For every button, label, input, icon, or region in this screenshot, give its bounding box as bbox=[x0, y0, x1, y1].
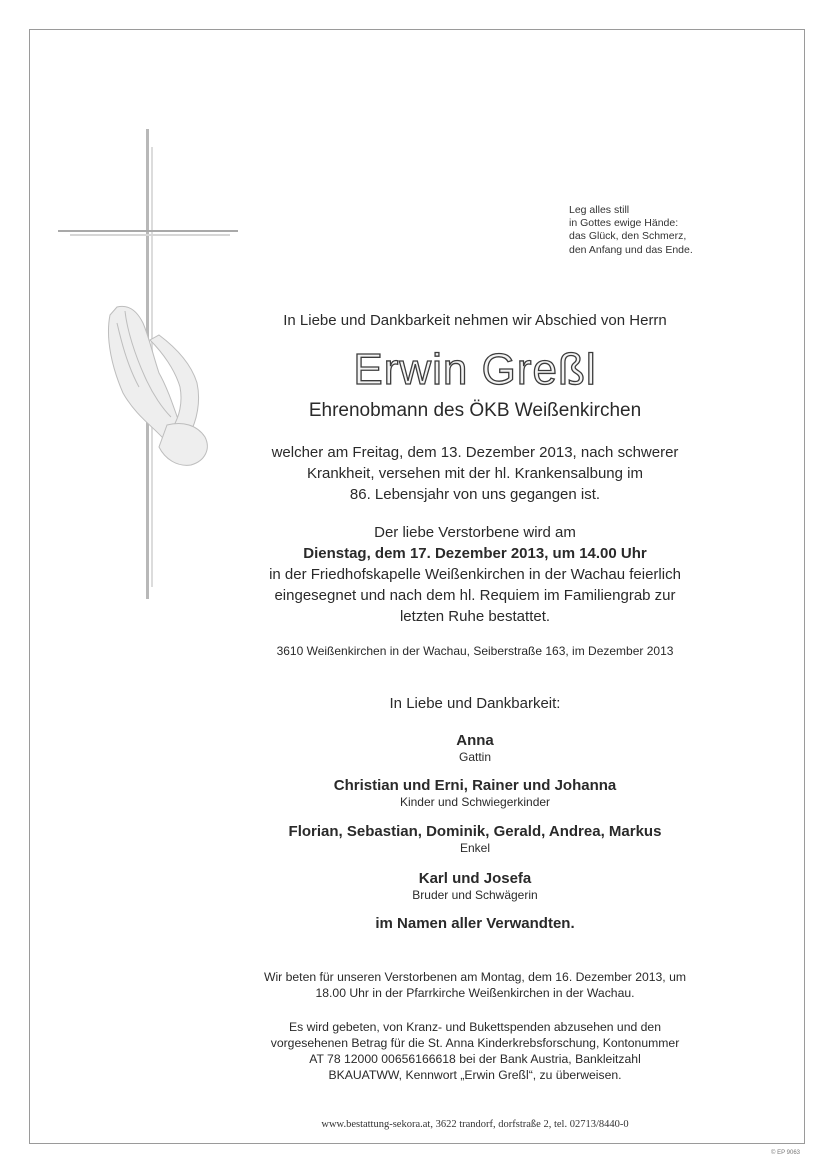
relative-name: Anna bbox=[456, 732, 494, 749]
relative-block bbox=[190, 870, 760, 904]
relative-name: Christian und Erni, Rainer und Johanna bbox=[333, 777, 617, 794]
mass-line: 18.00 Uhr in der Pfarrkirche Weißenkirchen in der Wachau. bbox=[315, 986, 635, 1000]
death-line: Krankheit, versehen mit der hl. Krankensalbung im bbox=[306, 465, 643, 482]
relative-role: Enkel bbox=[459, 841, 491, 855]
funeral-line: eingesegnet und nach dem hl. Requiem im Familiengrab zur bbox=[274, 587, 676, 604]
intro-text: In Liebe und Dankbarkeit nehmen wir Abschied von Herrn bbox=[283, 312, 667, 329]
donation-line: BKAUATWW, Kennwort „Erwin Greßl“, zu überweisen. bbox=[328, 1068, 622, 1082]
funeral-line: Der liebe Verstorbene wird am bbox=[374, 524, 576, 541]
poem-line: den Anfang und das Ende. bbox=[569, 243, 693, 256]
footer-contact: www.bestattung-sekora.at, 3622 trandorf, dorfstraße 2, tel. 02713/8440-0 bbox=[321, 1119, 629, 1130]
funeral-line: letzten Ruhe bestattet. bbox=[399, 608, 551, 625]
relative-role: Kinder und Schwiegerkinder bbox=[399, 795, 551, 809]
donation-line: Es wird gebeten, von Kranz- und Bukettspenden abzusehen und den bbox=[289, 1020, 661, 1034]
donation-notice bbox=[200, 1019, 750, 1083]
relative-block bbox=[190, 732, 760, 766]
place-date: 3610 Weißenkirchen in der Wachau, Seiberstraße 163, im Dezember 2013 bbox=[276, 644, 674, 658]
death-paragraph bbox=[230, 442, 720, 505]
corner-code: © EP 9063 bbox=[771, 1150, 800, 1156]
funeral-line: in der Friedhofskapelle Weißenkirchen in der Wachau feierlich bbox=[269, 566, 681, 583]
donation-line: AT 78 12000 00656166618 bei der Bank Austria, Bankleitzahl bbox=[309, 1052, 641, 1066]
relative-name: Karl und Josefa bbox=[418, 870, 532, 887]
funeral-date: Dienstag, dem 17. Dezember 2013, um 14.00 Uhr bbox=[303, 545, 647, 562]
death-line: 86. Lebensjahr von uns gegangen ist. bbox=[349, 486, 601, 503]
donation-line: vorgesehenen Betrag für die St. Anna Kinderkrebsforschung, Kontonummer bbox=[270, 1036, 680, 1050]
relative-role: Gattin bbox=[458, 750, 491, 764]
poem-line: Leg alles still bbox=[569, 204, 630, 216]
relative-block bbox=[190, 777, 760, 811]
death-line: welcher am Freitag, dem 13. Dezember 2013, nach schwerer bbox=[271, 444, 679, 461]
mass-line: Wir beten für unseren Verstorbenen am Montag, dem 16. Dezember 2013, um bbox=[263, 970, 687, 984]
deceased-title: Ehrenobmann des ÖKB Weißenkirchen bbox=[308, 400, 642, 421]
thanks-heading: In Liebe und Dankbarkeit: bbox=[389, 695, 561, 712]
cross-with-praying-hands-icon bbox=[55, 125, 240, 600]
poem-line: das Glück, den Schmerz, bbox=[569, 230, 687, 243]
relative-block bbox=[190, 823, 760, 857]
mass-notice bbox=[200, 969, 750, 1001]
relative-role: Bruder und Schwägerin bbox=[412, 888, 538, 902]
deceased-name: Erwin Greßl bbox=[353, 345, 597, 394]
funeral-paragraph bbox=[230, 522, 720, 627]
relative-name: Florian, Sebastian, Dominik, Gerald, Andrea, Markus bbox=[288, 823, 662, 840]
poem bbox=[569, 204, 693, 257]
closing-line: im Namen aller Verwandten. bbox=[375, 915, 575, 932]
poem-line: in Gottes ewige Hände: bbox=[569, 217, 679, 230]
